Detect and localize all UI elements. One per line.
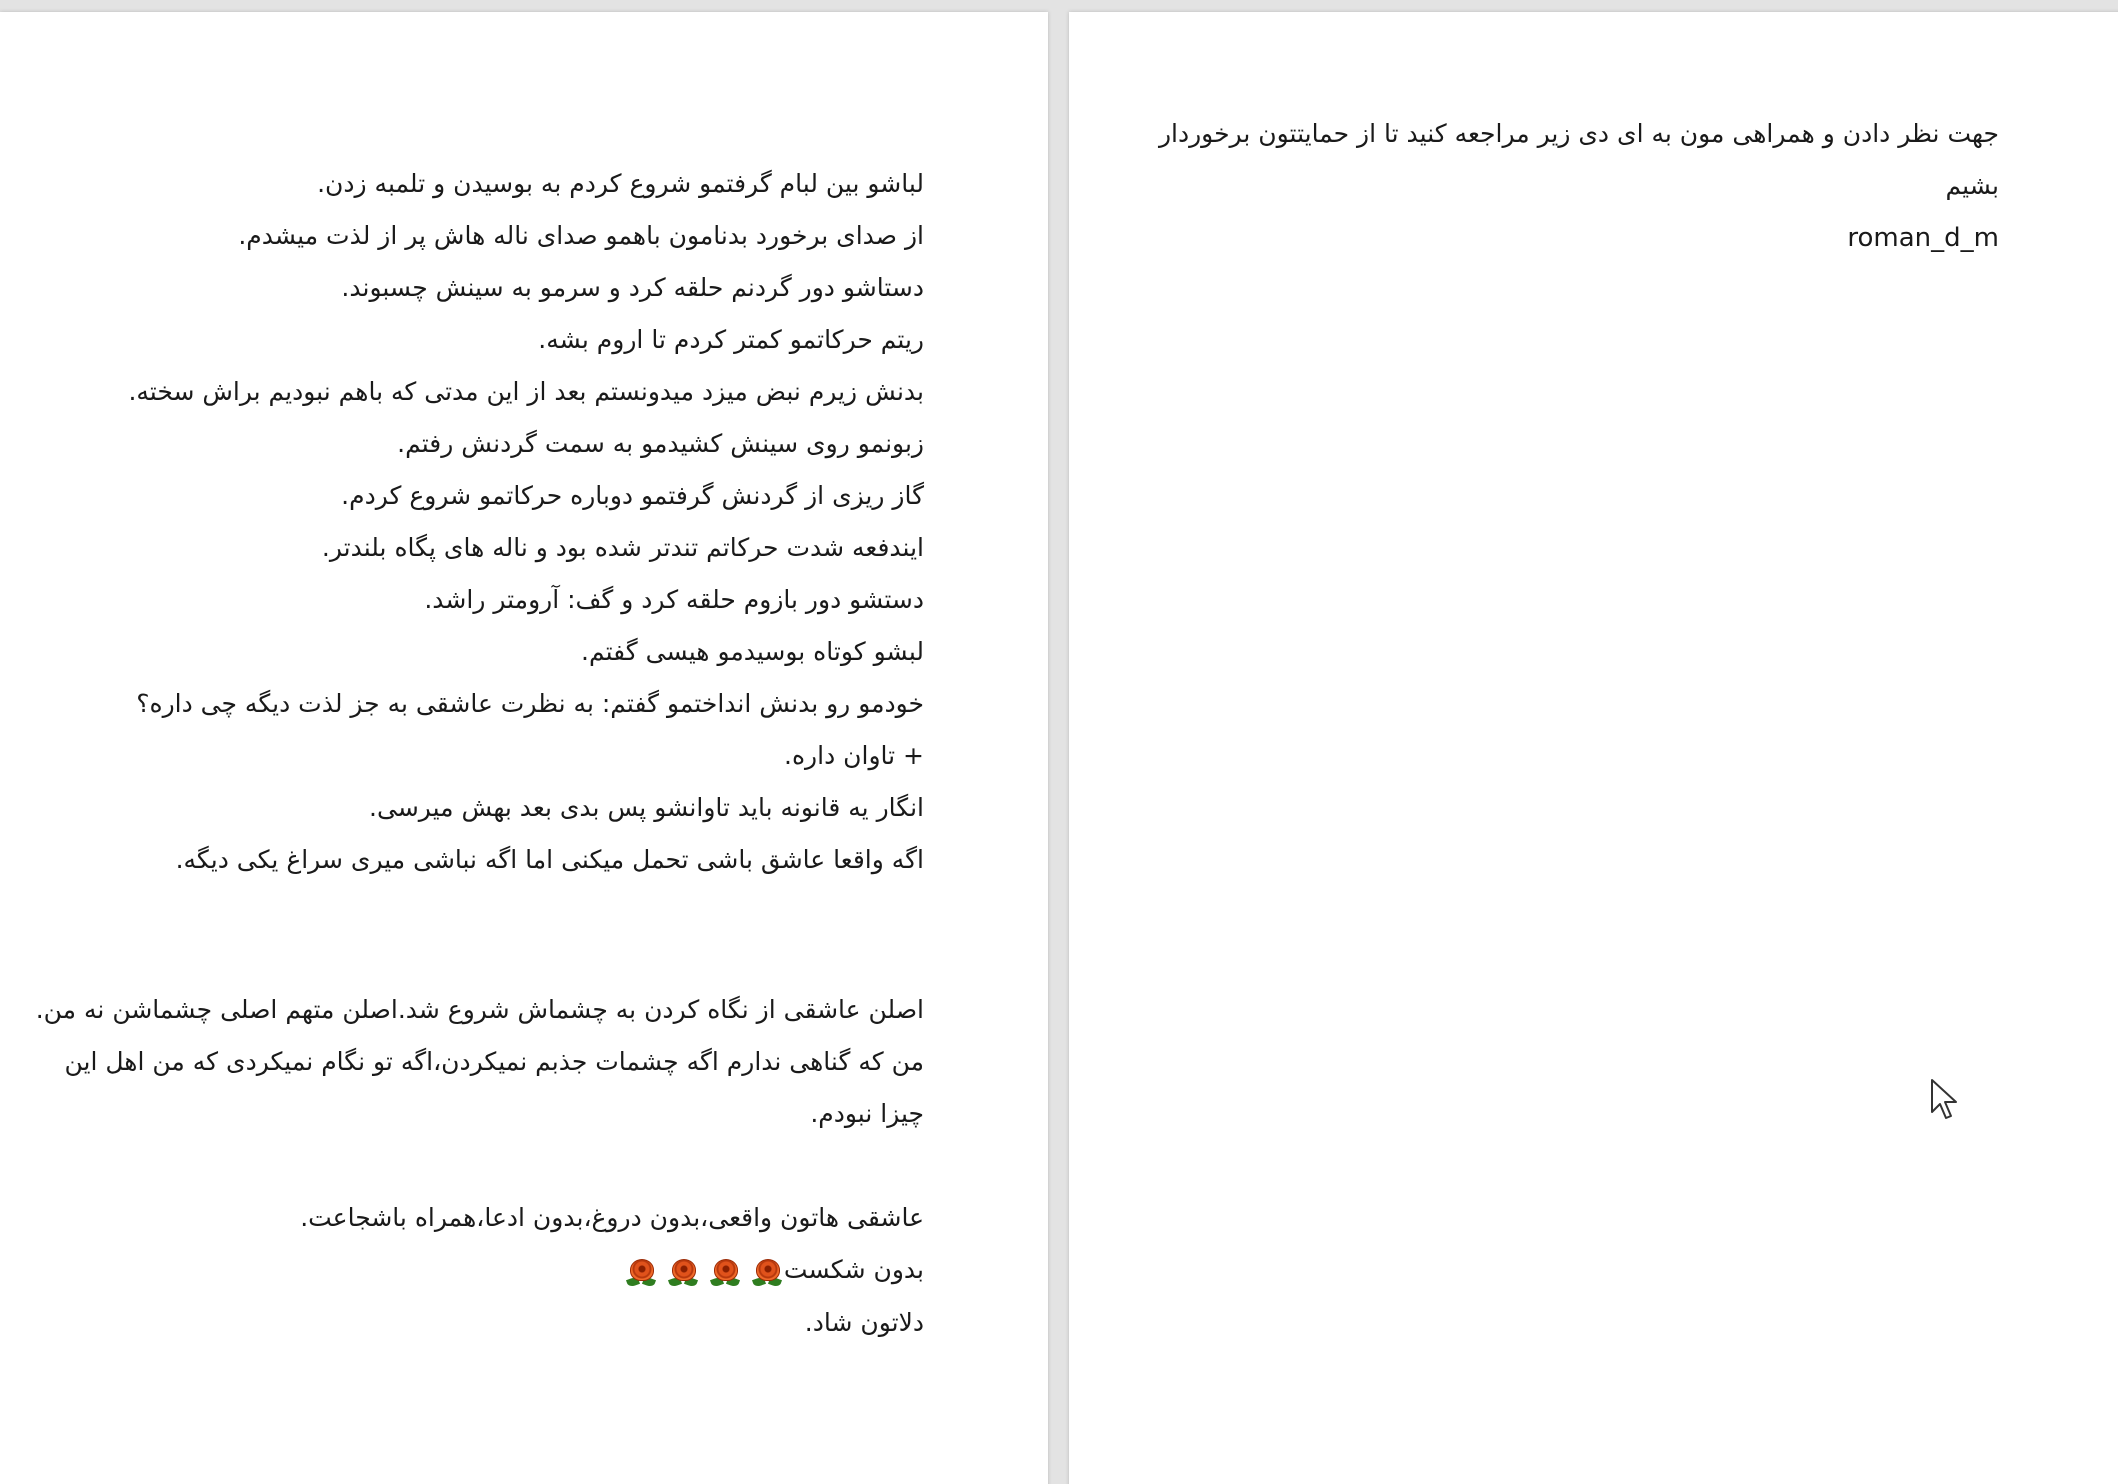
- document-page-left: [0, 12, 1048, 1484]
- rose-icon: [625, 1256, 657, 1288]
- text-line: عاشقی هاتون واقعی،بدون دروغ،بدون ادعا،همراه باشجاعت.: [300, 1203, 924, 1232]
- text-line: من که گناهی ندارم اگه چشمات جذبم نمیکردن،اگه تو نگام نمیکردی که من اهل این چیزا نبودم.: [64, 1047, 924, 1128]
- closing-text: بدون شکست: [783, 1255, 924, 1284]
- text-line: گاز ریزی از گردنش گرفتمو دوباره حرکاتمو شروع کردم.: [341, 481, 924, 510]
- rose-icon: [751, 1256, 783, 1288]
- text-line: اصلن عاشقی از نگاه کردن به چشماش شروع شد.اصلن متهم اصلی چشماشن نه من.: [35, 995, 924, 1024]
- author-id: roman_d_m: [1847, 223, 1999, 253]
- story-paragraph-second: [24, 984, 924, 1140]
- text-line-with-icons: [24, 1244, 924, 1297]
- text-line: لبشو کوتاه بوسیدمو هیسی گفتم.: [581, 637, 924, 666]
- text-line: دلاتون شاد.: [804, 1308, 924, 1337]
- text-line: انگار یه قانونه باید تاوانشو پس بدی بعد بهش میرسی.: [369, 793, 924, 822]
- rose-icon: [709, 1256, 741, 1288]
- text-line: اگه واقعا عاشق باشی تحمل میکنی اما اگه نباشی میری سراغ یکی دیگه.: [175, 845, 924, 874]
- rose-icon-group: [624, 1245, 784, 1297]
- text-line: لباشو بین لبام گرفتمو شروع کردم به بوسیدن و تلمبه زدن.: [317, 169, 924, 198]
- text-line: دستاشو دور گردنم حلقه کرد و سرمو به سینش چسبوند.: [341, 273, 924, 302]
- document-page-right: [1069, 12, 2118, 1484]
- text-line: زبونمو روی سینش کشیدمو به سمت گردنش رفتم.: [397, 429, 924, 458]
- story-paragraph-main: [24, 158, 924, 886]
- text-line: از صدای برخورد بدنامون باهمو صدای ناله هاش پر از لذت میشدم.: [238, 221, 924, 250]
- arrow-pointer-icon: [1930, 1078, 1958, 1120]
- text-line: ایندفعه شدت حرکاتم تندتر شده بود و ناله های پگاه بلندتر.: [321, 533, 924, 562]
- text-line: دستشو دور بازوم حلقه کرد و گف: آرومتر راشد.: [424, 585, 924, 614]
- note-text: جهت نظر دادن و همراهی مون به ای دی زیر مراجعه کنید تا از حمایتتون برخوردار بشیم: [1158, 119, 1999, 200]
- author-note: [1119, 108, 1999, 264]
- text-line: + تاوان داره.: [784, 741, 924, 770]
- text-line: بدنش زیرم نبض میزد میدونستم بعد از این مدتی که باهم نبودیم براش سخته.: [128, 377, 924, 406]
- story-closing: [24, 1192, 924, 1349]
- text-line: ریتم حرکاتمو کمتر کردم تا اروم بشه.: [538, 325, 924, 354]
- rose-icon: [667, 1256, 699, 1288]
- text-line: خودمو رو بدنش انداختمو گفتم: به نظرت عاشقی به جز لذت دیگه چی داره؟: [136, 689, 924, 718]
